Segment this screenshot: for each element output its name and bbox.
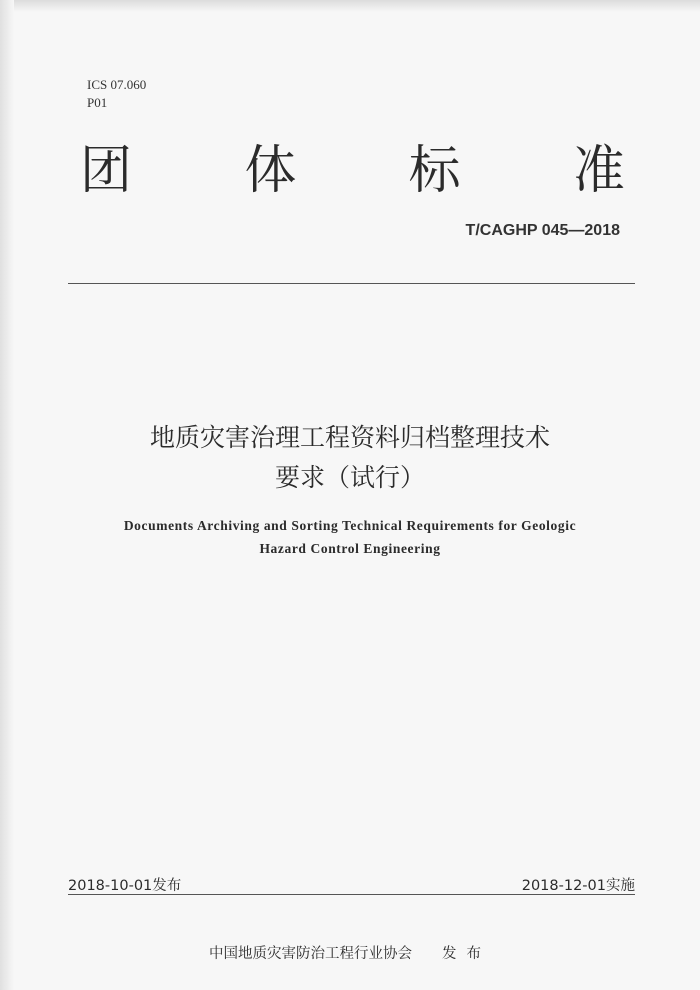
chinese-title-line-1: 地质灾害治理工程资料归档整理技术 — [149, 423, 550, 452]
doc-type-char-1: 团 — [80, 141, 133, 201]
ccs-code: P01 — [87, 95, 108, 110]
ics-code: ICS 07.060 — [87, 77, 147, 92]
chinese-title — [40, 418, 660, 498]
english-title — [60, 514, 640, 560]
standard-code: T/CAGHP 045—2018 — [465, 222, 620, 239]
footer-divider — [68, 894, 635, 895]
publisher-line — [0, 942, 700, 963]
english-title-line-1: Documents Archiving and Sorting Technical Requirements for Geologic — [123, 518, 577, 533]
classification-block — [87, 76, 146, 112]
doc-type-char-2: 体 — [244, 141, 297, 201]
effective-date: 2018-12-01实施 — [521, 878, 635, 894]
scan-shadow-top — [0, 0, 700, 12]
doc-type-char-3: 标 — [408, 141, 461, 201]
publisher-action: 发布 — [442, 946, 491, 962]
chinese-title-line-2: 要求（试行） — [274, 463, 425, 492]
date-row — [68, 874, 635, 895]
header-divider — [68, 283, 635, 284]
document-type-title — [80, 138, 625, 204]
doc-type-char-4: 准 — [572, 141, 625, 201]
scan-shadow-left — [0, 0, 14, 990]
issue-date: 2018-10-01发布 — [68, 878, 182, 894]
publisher-name: 中国地质灾害防治工程行业协会 — [209, 946, 412, 962]
english-title-line-2: Hazard Control Engineering — [259, 541, 441, 556]
